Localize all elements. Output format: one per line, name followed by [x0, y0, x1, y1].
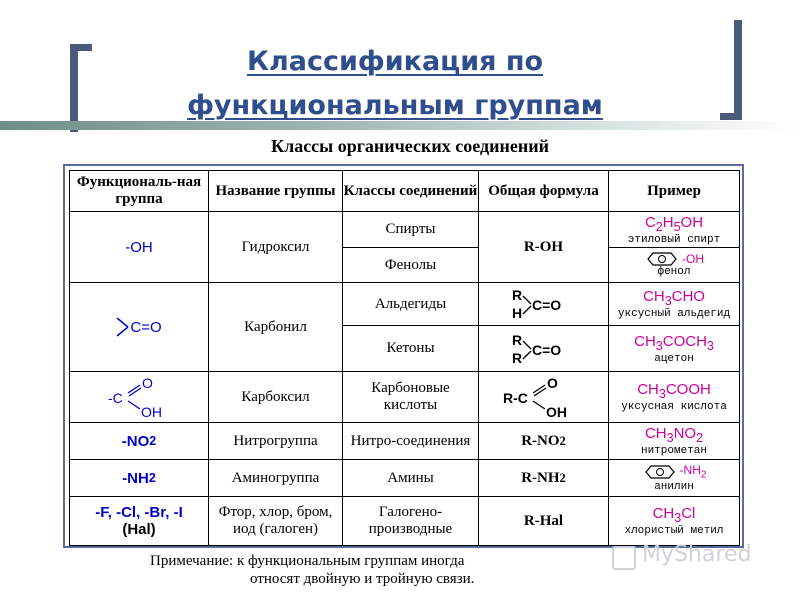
- formula-r-nh2: R-NH 2: [478, 459, 609, 497]
- header-formula: Общая формула: [478, 170, 609, 212]
- header-group: Функциональ-ная группа: [69, 170, 209, 212]
- group-halogen-line1: -F, -Cl, -Br, -I: [95, 504, 183, 521]
- example-methyl-chloride-formula: $CH_3Cl$: [652, 505, 696, 525]
- example-acetic-acid-name: уксусная кислота: [621, 401, 727, 413]
- formula-r-hal: R-Hal: [478, 496, 609, 546]
- class-ketones: Кетоны: [342, 325, 479, 372]
- svg-text:OH: OH: [545, 404, 567, 419]
- watermark: MyShared: [642, 542, 752, 567]
- slide-title-line1: Классификация по: [246, 46, 544, 77]
- formula-r-oh: R-OH: [478, 211, 609, 283]
- left-bracket-top-decoration: [70, 44, 92, 51]
- example-aniline: [608, 459, 740, 497]
- benzene-ring-icon: [644, 252, 680, 266]
- header-example: Пример: [608, 170, 740, 212]
- ketone-formula-diagram: [504, 331, 584, 367]
- aldehyde-formula-diagram: [504, 286, 584, 322]
- svg-text:R: R: [511, 349, 522, 366]
- name-halogen: Фтор, хлор, бром, иод (галоген): [208, 496, 343, 546]
- svg-text:H: H: [511, 305, 522, 321]
- example-acetone: [608, 325, 740, 372]
- svg-text:OH: OH: [141, 404, 162, 419]
- svg-text:C=O: C=O: [531, 297, 561, 313]
- table-frame: [63, 164, 744, 548]
- group-oh: -OH: [69, 211, 209, 283]
- carbonyl-structure-icon: [116, 316, 130, 338]
- example-acetaldehyde-name: уксусный альдегид: [617, 308, 731, 320]
- class-nitro: Нитро-соединения: [342, 422, 479, 460]
- slide-title: [100, 40, 690, 128]
- slide-title-line2: функциональным группам: [187, 90, 603, 121]
- class-halo: Галогено-производные: [342, 496, 479, 546]
- svg-text:O: O: [142, 375, 153, 391]
- footnote: [150, 552, 670, 588]
- footnote-line2: относят двойную и тройную связи.: [250, 571, 475, 587]
- formula-r-no2: R-NO 2: [478, 422, 609, 460]
- example-ethanol: [608, 211, 740, 248]
- group-amino: -NH 2: [69, 459, 209, 497]
- example-acetic-acid: [608, 371, 740, 423]
- class-phenols: Фенолы: [342, 247, 479, 283]
- name-amino: Аминогруппа: [208, 459, 343, 497]
- table-caption: Классы органических соединений: [271, 136, 549, 156]
- group-carboxyl: [69, 371, 209, 423]
- svg-text:R: R: [511, 287, 522, 303]
- example-acetone-formula: $CH_3COCH_3$: [634, 332, 714, 353]
- name-nitro: Нитрогруппа: [208, 422, 343, 460]
- example-aniline-formula: $-NH_2$: [642, 463, 707, 480]
- svg-text:R: R: [511, 331, 522, 348]
- example-ethanol-formula: $C_2H_5OH$: [644, 213, 704, 234]
- header-name: Название группы: [208, 170, 343, 212]
- left-bracket-decoration: [70, 44, 78, 132]
- header-classes: Классы соединений: [342, 170, 479, 212]
- class-aldehydes: Альдегиды: [342, 282, 479, 326]
- svg-text:-C: -C: [108, 390, 123, 406]
- right-bracket-decoration: [734, 20, 742, 120]
- class-amines: Амины: [342, 459, 479, 497]
- example-ethanol-name: этиловый спирт: [627, 233, 721, 246]
- example-acetic-acid-formula: $CH_3COOH$: [637, 381, 711, 401]
- svg-text:C=O: C=O: [531, 341, 561, 358]
- footnote-line1: Примечание: к функциональным группам иногда: [150, 553, 465, 569]
- example-aniline-name: анилин: [654, 480, 694, 493]
- class-carboxylic-acids: Карбоновые кислоты: [342, 371, 479, 423]
- svg-text:R-C: R-C: [502, 390, 528, 406]
- example-nitromethane-formula: $CH_3NO_2$: [644, 425, 704, 445]
- example-methyl-chloride: [608, 496, 740, 546]
- group-halogen: [69, 496, 209, 546]
- example-phenol-formula: -OH: [644, 252, 704, 266]
- example-methyl-chloride-name: хлористый метил: [624, 525, 724, 537]
- name-hydroxyl: Гидроксил: [208, 211, 343, 283]
- example-acetaldehyde: [608, 282, 740, 326]
- group-carbonyl: [69, 282, 209, 372]
- example-phenol-name: фенол: [657, 266, 691, 278]
- name-carboxyl: Карбоксил: [208, 371, 343, 423]
- example-nitromethane: [608, 422, 740, 460]
- example-acetaldehyde-formula: $CH_3CHO$: [643, 288, 705, 308]
- group-carbonyl-label: C=O: [130, 318, 162, 336]
- formula-ketone: [478, 325, 609, 372]
- formula-carboxylic: [478, 371, 609, 423]
- formula-aldehyde: [478, 282, 609, 326]
- group-halogen-line2: (Hal): [122, 521, 156, 538]
- example-acetone-name: ацетон: [654, 352, 694, 365]
- right-bracket-bottom-decoration: [720, 113, 742, 120]
- example-phenol: [608, 247, 740, 283]
- carboxyl-structure-diagram: [104, 375, 174, 419]
- class-alcohols: Спирты: [342, 211, 479, 248]
- carboxylic-formula-diagram: [499, 375, 589, 419]
- svg-text:O: O: [546, 375, 558, 391]
- benzene-ring-icon: [642, 465, 678, 479]
- group-nitro: -NO 2: [69, 422, 209, 460]
- name-carbonyl: Карбонил: [208, 282, 343, 372]
- example-nitromethane-name: нитрометан: [640, 445, 707, 457]
